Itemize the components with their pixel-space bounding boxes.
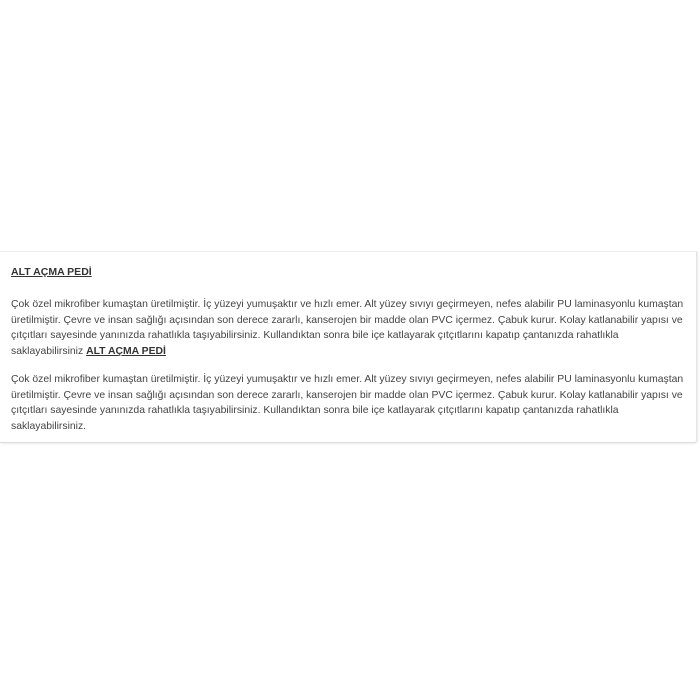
description-text-1: Çok özel mikrofiber kumaştan üretilmiştir. İç yüzeyi yumuşaktır ve hızlı emer. Alt yüzey sıvıyı geçirmeyen, nefes alabilir PU laminasyonlu kumaştan üretilmiştir. Çevre ve insan sağlığı açısından son derece zararlı, kanserojen bir madde olan PVC içermez. Çabuk kurur. Kolay katlanabilir yapısı ve çıtçıtları sayesinde yanınızda rahatlıkla taşıyabilirsiniz. Kullandıktan sonra bile içe katlayarak çıtçıtlarını kapatıp çantanızda rahatlıkla saklayabilirsiniz [11, 299, 684, 357]
product-title-heading: ALT AÇMA PEDİ [11, 266, 92, 278]
description-text-2: Çok özel mikrofiber kumaştan üretilmiştir. İç yüzeyi yumuşaktır ve hızlı emer. Alt yüzey sıvıyı geçirmeyen, nefes alabilir PU laminasyonlu kumaştan üretilmiştir. Çevre ve insan sağlığı açısından son derece zararlı, kanserojen bir madde olan PVC içermez. Çabuk kurur. Kolay katlanabilir yapısı ve çıtçıtları sayesinde yanınızda rahatlıkla taşıyabilirsiniz. Kullandıktan sonra bile içe katlayarak çıtçıtlarını kapatıp çantanızda rahatlıkla saklayabilirsiniz. [11, 374, 684, 432]
description-paragraph-1 [11, 297, 684, 359]
product-description-card [0, 251, 697, 443]
product-title-link[interactable]: ALT AÇMA PEDİ [86, 345, 166, 357]
description-paragraph-2 [11, 372, 684, 434]
